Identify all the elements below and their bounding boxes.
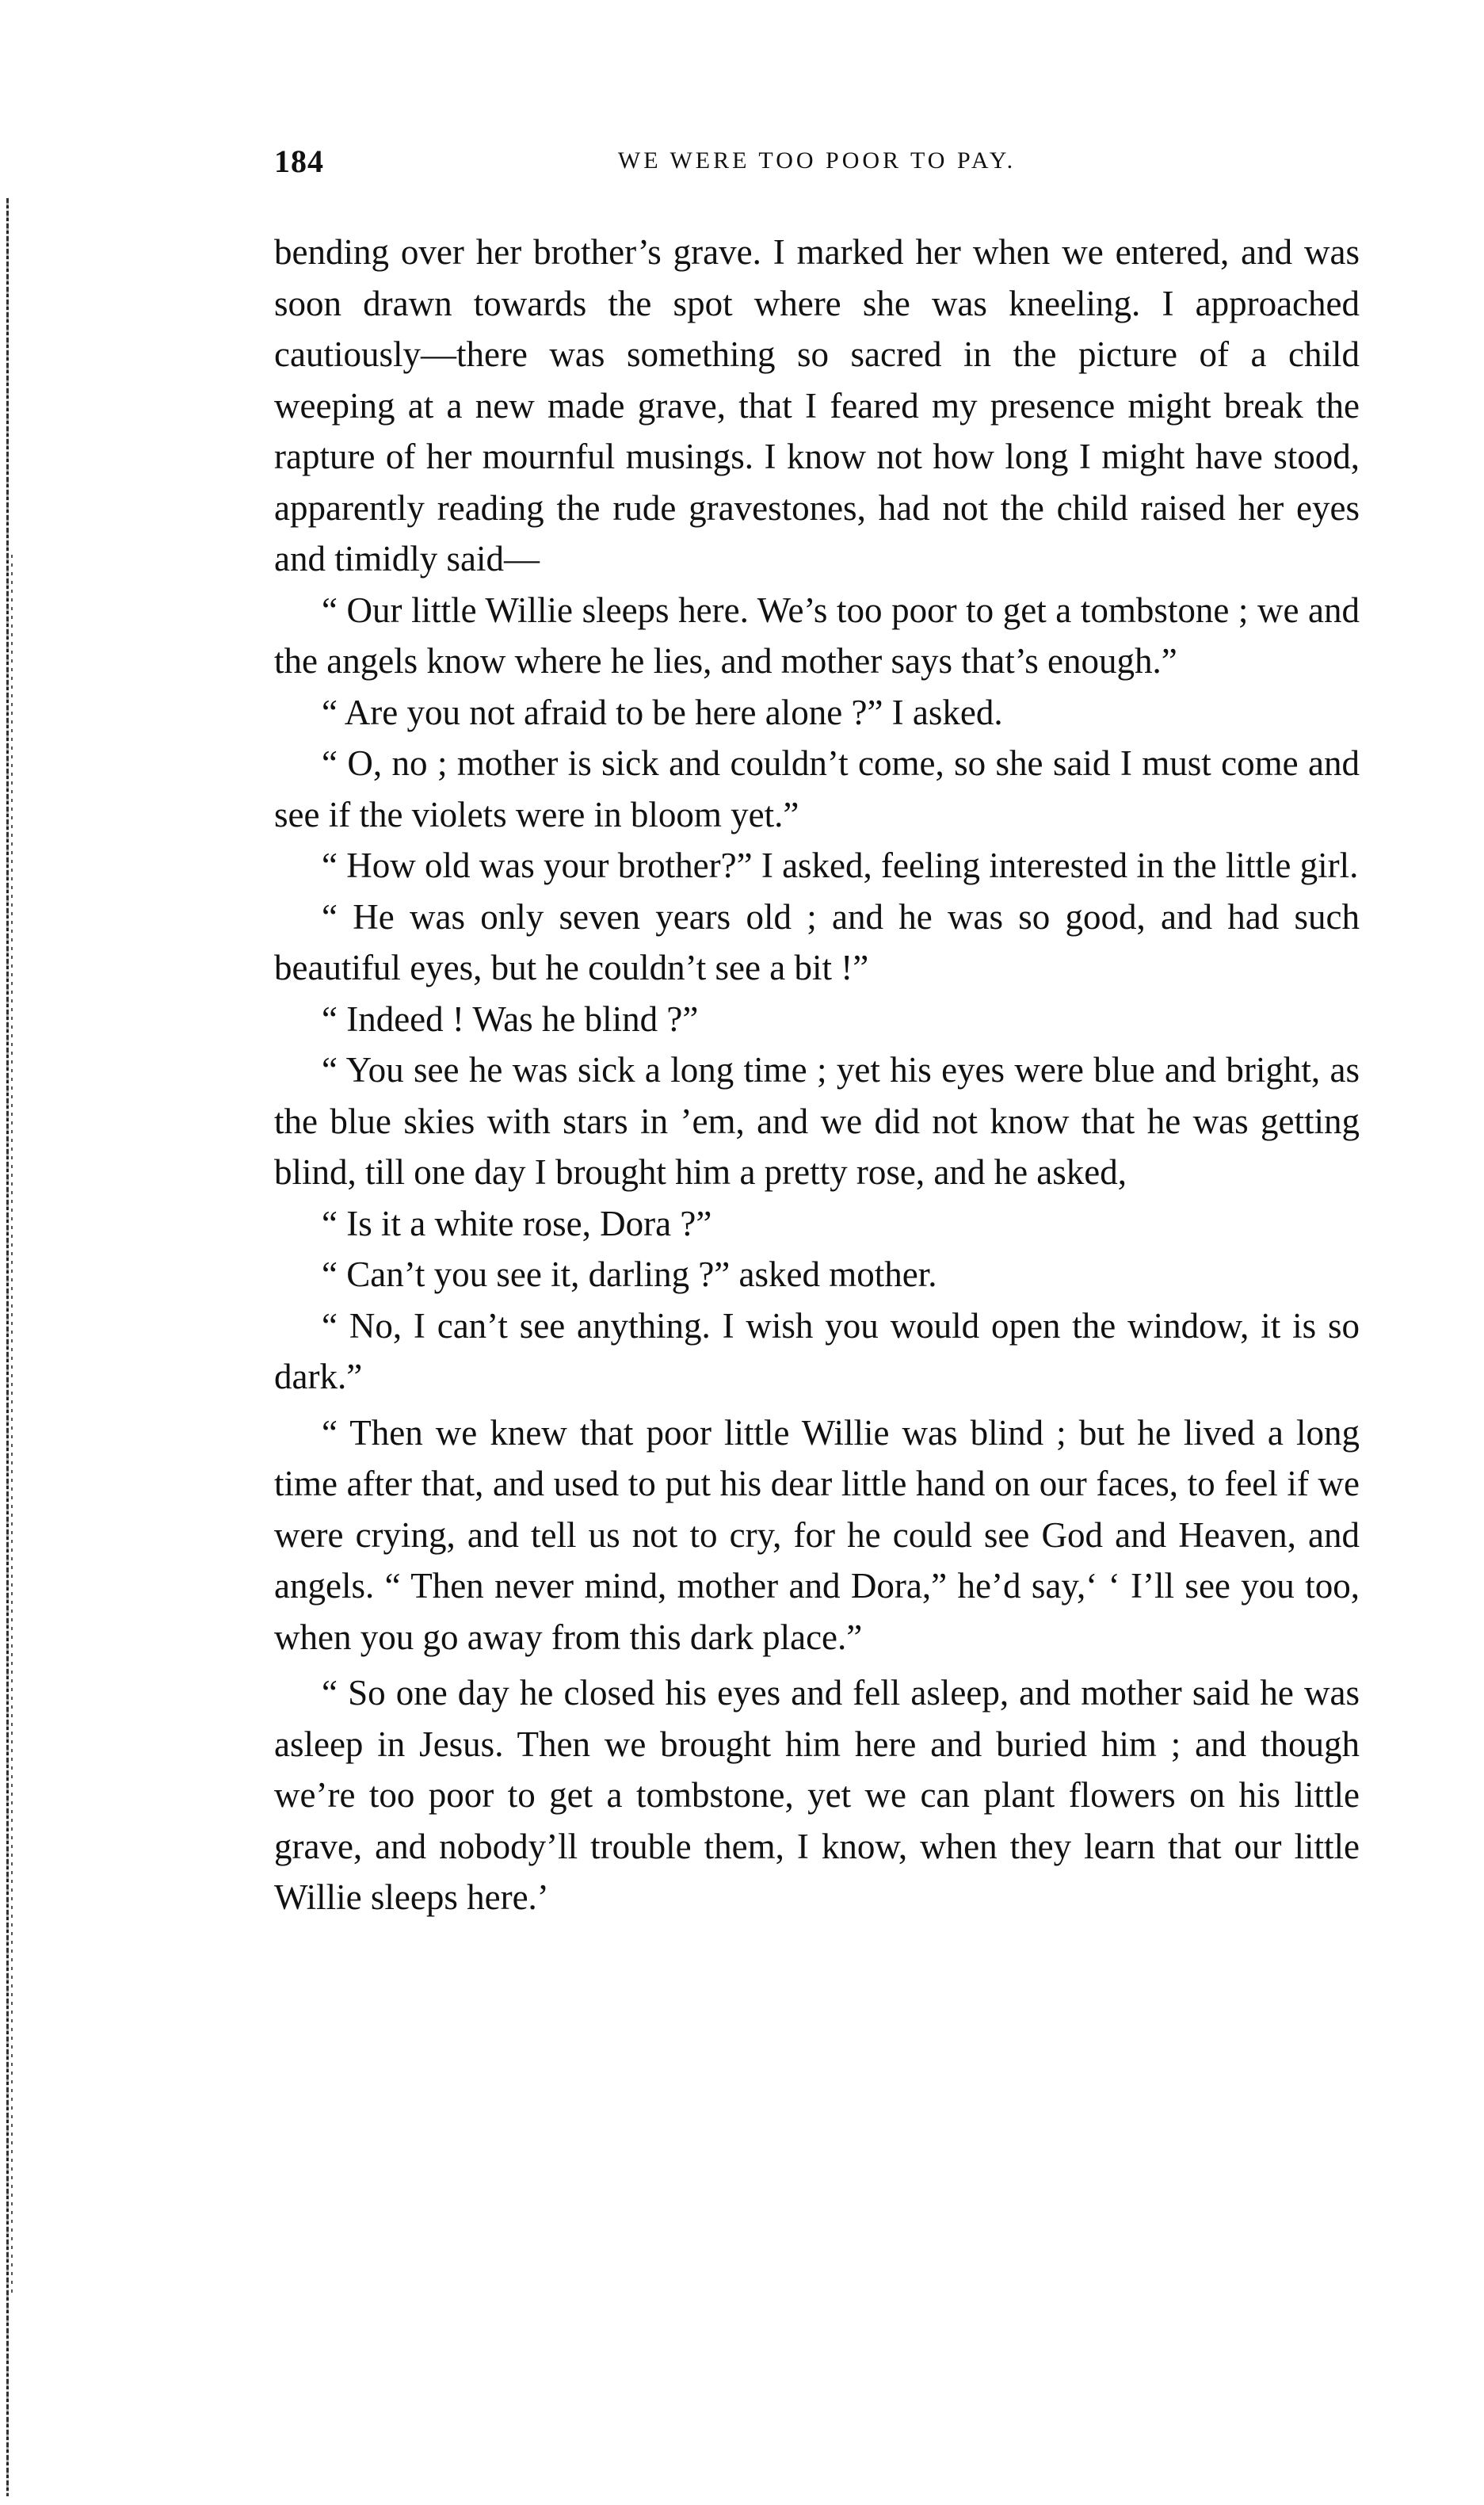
body-text <box>274 227 1360 1923</box>
book-page <box>274 143 1360 1923</box>
paragraph: “ So one day he closed his eyes and fell asleep, and mother said he was asleep in Jesus. Then we brought him here and buried him ; and though we’re too poor to get a tombstone, yet we can plant flowers on his little grave, and nobody’ll trouble them, I know, when they learn that our little Willie sleeps here.’ <box>274 1673 1360 1917</box>
paragraph: “ O, no ; mother is sick and couldn’t come, so she said I must come and see if the violets were in bloom yet.” <box>274 743 1360 834</box>
paragraph: “ You see he was sick a long time ; yet his eyes were blue and bright, as the blue skies with stars in ’em, and we did not know that he was getting blind, till one day I brought him a pretty rose, and he asked, <box>274 1050 1360 1192</box>
paragraph: bending over her brother’s grave. I marked her when we entered, and was soon drawn towards the spot where she was kneeling. I approached cautiously—there was something so sacred in the picture of a child weeping at a new made grave, that I feared my presence might break the rapture of her mournful musings. I know not how long I might have stood, apparently reading the rude gravestones, had not the child raised her eyes and timidly said— <box>274 232 1360 579</box>
paragraph: “ How old was your brother?” I asked, feeling interested in the little girl. <box>322 846 1359 885</box>
running-title: WE WERE TOO POOR TO PAY. <box>617 147 1017 174</box>
page-number: 184 <box>274 143 324 179</box>
page-gutter <box>0 0 21 2505</box>
binding-edge-shadow <box>11 555 13 2298</box>
paragraph: “ Can’t you see it, darling ?” asked mother. <box>322 1254 937 1294</box>
paragraph: “ Is it a white rose, Dora ?” <box>322 1203 712 1243</box>
paragraph: “ No, I can’t see anything. I wish you would open the window, it is so dark.” <box>274 1305 1360 1396</box>
paragraph: “ Are you not afraid to be here alone ?” I asked. <box>322 692 1003 732</box>
paragraph: “ Indeed ! Was he blind ?” <box>322 999 699 1039</box>
paragraph: “ Our little Willie sleeps here. We’s too poor to get a tombstone ; we and the angels know where he lies, and mother says that’s enough.” <box>274 590 1360 681</box>
running-head <box>274 143 1360 190</box>
binding-edge <box>6 198 9 2496</box>
paragraph: “ He was only seven years old ; and he was so good, and had such beautiful eyes, but he couldn’t see a bit !” <box>274 896 1360 987</box>
paragraph: “ Then we knew that poor little Willie was blind ; but he lived a long time after that, and used to put his dear little hand on our faces, to feel if we were crying, and tell us not to cry, for he could see God and Heaven, and angels. “ Then never mind, mother and Dora,” he’d say,‘ ‘ I’ll see you too, when you go away from this dark place.” <box>274 1412 1360 1657</box>
